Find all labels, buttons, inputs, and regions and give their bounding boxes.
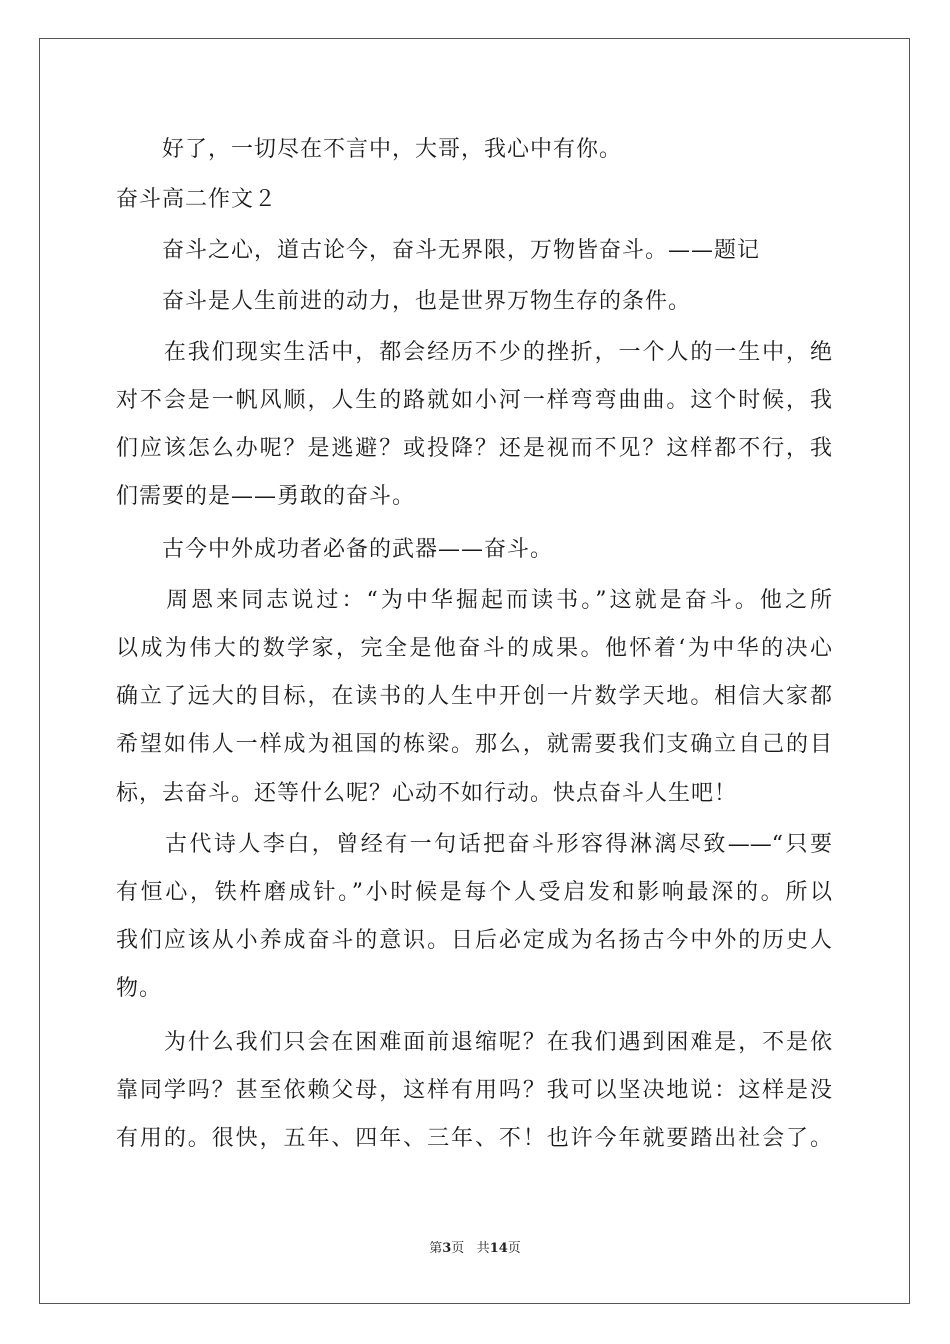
paragraph-line: 在我们现实生活中，都会经历不少的挫折，一个人的一生中，绝 xyxy=(116,340,832,365)
paragraph-line: 靠同学吗？甚至依赖父母，这样有用吗？我可以坚决地说：这样是没 xyxy=(116,1078,832,1103)
paragraph-line: 为什么我们只会在困难面前退缩呢？在我们遇到困难是，不是依 xyxy=(116,1030,832,1055)
page-footer xyxy=(0,1240,950,1258)
footer-total-number: 14 xyxy=(489,1241,508,1256)
paragraph-line: 们需要的是——勇敢的奋斗。 xyxy=(116,484,416,509)
paragraph-line: 们应该怎么办呢？是逃避？或投降？还是视而不见？这样都不行，我 xyxy=(116,436,832,461)
paragraph-line: 古代诗人李白，曾经有一句话把奋斗形容得淋漓尽致——“只要 xyxy=(116,832,832,857)
paragraph-line: 确立了远大的目标，在读书的人生中开创一片数学天地。相信大家都 xyxy=(116,684,832,709)
paragraph-line: 我们应该从小养成奋斗的意识。日后必定成为名扬古今中外的历史人 xyxy=(116,928,832,953)
essay-title: 奋斗高二作文２ xyxy=(116,187,278,212)
paragraph-line: 周恩来同志说过：“为中华掘起而读书。”这就是奋斗。他之所 xyxy=(116,588,832,613)
paragraph-line: 好了，一切尽在不言中，大哥，我心中有你。 xyxy=(116,137,623,162)
footer-page-suffix: 页 xyxy=(451,1241,465,1256)
paragraph-line: 对不会是一帆风顺，人生的路就如小河一样弯弯曲曲。这个时候，我 xyxy=(116,388,832,413)
paragraph-line: 有恒心，铁杵磨成针。”小时候是每个人受启发和影响最深的。所以 xyxy=(116,880,832,905)
paragraph-line: 奋斗是人生前进的动力，也是世界万物生存的条件。 xyxy=(116,289,692,314)
footer-total-prefix: 共 xyxy=(476,1241,490,1256)
paragraph-line: 以成为伟大的数学家，完全是他奋斗的成果。他怀着‘为中华的决心 xyxy=(116,636,832,661)
paragraph-line: 物。 xyxy=(116,976,163,1001)
footer-page-number: 3 xyxy=(442,1241,452,1256)
paragraph-line: 古今中外成功者必备的武器——奋斗。 xyxy=(116,537,554,562)
footer-total-suffix: 页 xyxy=(507,1241,521,1256)
paragraph-line: 有用的。很快，五年、四年、三年、不！也许今年就要踏出社会了。 xyxy=(116,1126,832,1151)
paragraph-line: 希望如伟人一样成为祖国的栋梁。那么，就需要我们支确立自己的目 xyxy=(116,732,832,757)
page-border xyxy=(39,38,910,1304)
footer-page-prefix: 第 xyxy=(429,1241,443,1256)
paragraph-line: 标，去奋斗。还等什么呢？心动不如行动。快点奋斗人生吧！ xyxy=(116,781,738,806)
paragraph-line: 奋斗之心，道古论今，奋斗无界限，万物皆奋斗。——题记 xyxy=(116,238,761,263)
